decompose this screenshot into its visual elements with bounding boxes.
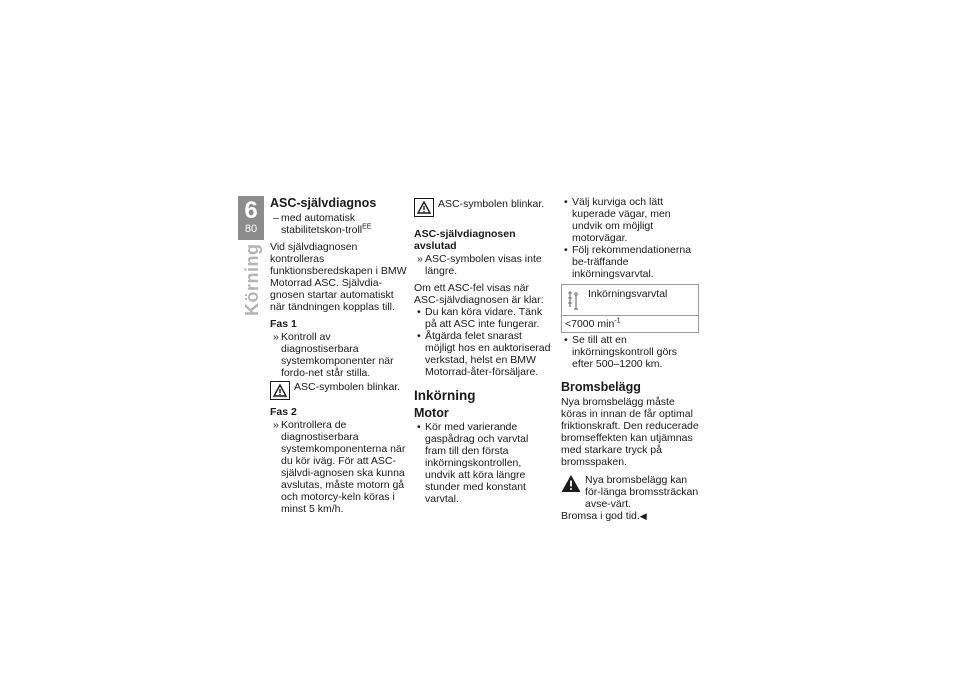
list-item-text: Följ rekommendationerna be-träffande inkörningsvarvtal. — [572, 244, 692, 280]
section-heading-asc-selfdiagnosis: ASC-självdiagnos — [270, 196, 377, 210]
list-item — [414, 330, 552, 378]
completed-step-text: ASC-symbolen visas inte längre. — [425, 253, 542, 277]
list-item — [561, 196, 699, 244]
spec-header — [562, 285, 698, 316]
column-3 — [561, 196, 699, 522]
asc-note-text: ASC-symbolen blinkar. — [438, 198, 545, 210]
result-bullet: » — [273, 331, 279, 343]
warning-triangle-icon — [561, 474, 581, 493]
phase-1-step-text: Kontroll av diagnostiserbara systemkomponenter när fordo-net står stilla. — [281, 331, 394, 379]
closing-line — [561, 510, 699, 522]
rev-counter-icon — [567, 289, 581, 311]
list-item-text: Se till att en inkörningskontroll görs efter 500–1200 km. — [572, 334, 678, 370]
intro-paragraph: Vid självdiagnosen kontrolleras funktionsberedskapen i BMW Motorrad ASC. Självdia-gnosen startar automatiskt när tändningen kopplas till. — [270, 241, 407, 313]
chapter-title-vertical: Körning — [242, 243, 262, 316]
list-item — [414, 421, 552, 505]
completed-step — [414, 253, 552, 277]
spec-value-row — [562, 316, 698, 332]
section-heading-brake-pads: Bromsbelägg — [561, 380, 641, 394]
list-item — [561, 244, 699, 280]
list-item — [414, 306, 552, 330]
column-2 — [414, 196, 552, 505]
dash-bullet: – — [273, 212, 279, 224]
asc-note-text: ASC-symbolen blinkar. — [294, 381, 401, 393]
brake-intro-paragraph: Nya bromsbelägg måste köras in innan de får optimal friktionskraft. Den reducerade bromseffekten kan utjämnas med starkare tryck på bromsspaken. — [561, 396, 699, 468]
section-heading-break-in: Inkörning — [414, 388, 476, 403]
asc-warning-icon — [270, 381, 290, 400]
list-item-text: Kör med varierande gaspådrag och varvtal fram till den första inkörningskontrollen, undvik att köra längre stunder med konstant varvtal. — [425, 421, 529, 505]
condition-text: med automatisk stabilitetskon-troll — [281, 212, 363, 236]
asc-warning-icon — [414, 198, 434, 217]
chapter-number: 6 — [244, 197, 258, 224]
phase-1-heading: Fas 1 — [270, 318, 297, 330]
selfdiagnosis-completed-heading: ASC-självdiagnosen avslutad — [414, 228, 516, 252]
page-number: 80 — [244, 223, 258, 235]
brake-warning-text: Nya bromsbelägg kan för-länga bromssträckan avse-värt. — [585, 474, 699, 510]
phase-2-step-text: Kontrollera de diagnostiserbara systemkomponenterna när du kör iväg. För att ASC-självdi-agnosen ska kunna avslutas, måste motorn gå och motorcy-keln köras i minst 5 km/h. — [281, 419, 406, 515]
end-of-section-marker: ◀ — [639, 511, 647, 521]
spec-value-unit-exponent: -1 — [614, 317, 621, 325]
brake-warning-note — [561, 474, 699, 510]
subsection-heading-engine: Motor — [414, 406, 449, 420]
bullet: • — [417, 421, 421, 433]
result-bullet: » — [273, 419, 279, 431]
phase-2-heading: Fas 2 — [270, 406, 297, 418]
condition-superscript: EE — [362, 223, 372, 231]
phase-1-step — [270, 331, 408, 379]
bullet: • — [564, 334, 568, 346]
bullet: • — [564, 196, 568, 208]
phase-2-step — [270, 419, 408, 515]
closing-text: Bromsa i god tid. — [561, 510, 640, 522]
list-item — [561, 334, 699, 370]
spec-value: <7000 min — [565, 318, 615, 330]
condition-item — [270, 212, 408, 236]
error-intro: Om ett ASC-fel visas när ASC-självdiagnosen är klar: — [414, 282, 544, 306]
spec-label: Inkörningsvarvtal — [588, 288, 668, 300]
asc-note — [270, 381, 408, 401]
list-item-text: Du kan köra vidare. Tänk på att ASC inte fungerar. — [425, 306, 543, 330]
result-bullet: » — [417, 253, 423, 265]
bullet: • — [417, 306, 421, 318]
bullet: • — [417, 330, 421, 342]
chapter-tab — [238, 196, 264, 240]
bullet: • — [564, 244, 568, 256]
asc-note — [414, 198, 552, 218]
list-item-text: Åtgärda felet snarast möjligt hos en auktoriserad verkstad, helst en BMW Motorrad-åter-försäljare. — [425, 330, 551, 378]
break-in-rpm-spec-table — [561, 284, 699, 333]
list-item-text: Välj kurviga och lätt kuperade vägar, men undvik om möjligt motorvägar. — [572, 196, 671, 244]
column-1 — [270, 196, 408, 515]
